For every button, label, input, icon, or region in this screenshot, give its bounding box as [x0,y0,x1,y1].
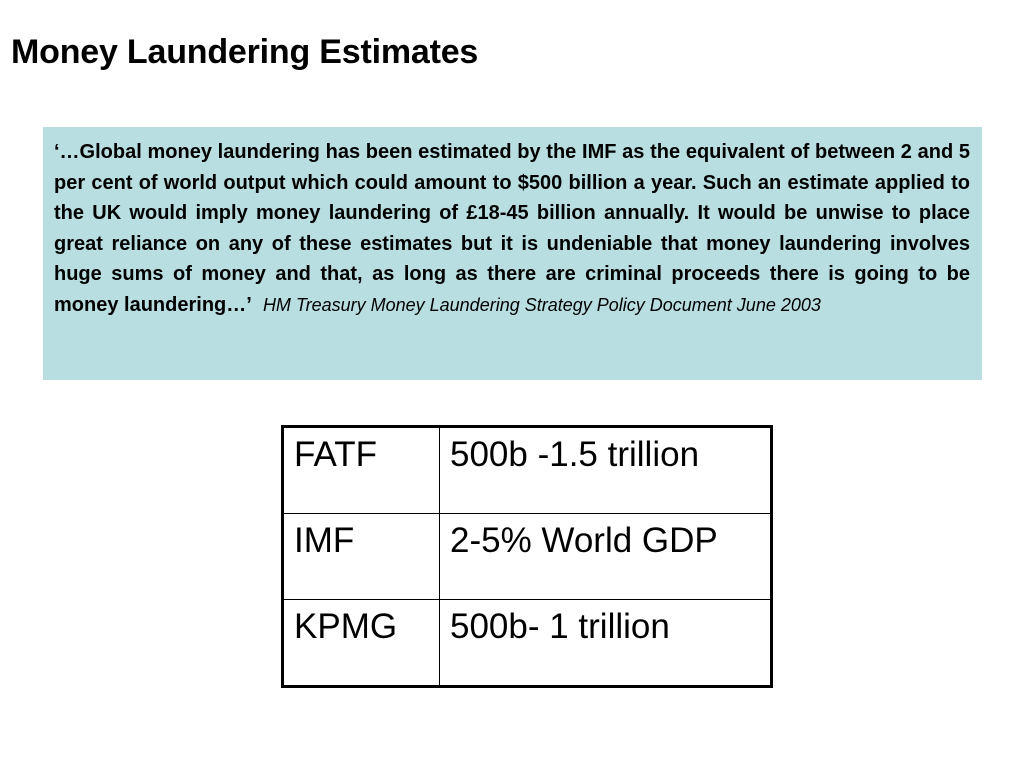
estimate-cell: 500b -1.5 trillion [440,427,772,514]
quote-paragraph [54,137,970,321]
estimate-cell: 2-5% World GDP [440,514,772,600]
organisation-cell: KPMG [283,600,440,687]
organisation-cell: FATF [283,427,440,514]
organisation-cell: IMF [283,514,440,600]
estimate-cell: 500b- 1 trillion [440,600,772,687]
table-row [283,514,772,600]
quote-box [43,127,982,380]
estimates-table [281,425,773,688]
table-row [283,600,772,687]
quote-body: ‘…Global money laundering has been estimated by the IMF as the equivalent of between 2 and 5 per cent of world output which could amount to $500 billion a year. Such an estimate applied to the UK would imply money laundering of £18-45 billion annually. It would be unwise to place great reliance on any of these estimates but it is undeniable that money laundering involves huge sums of money and that, as long as there are criminal proceeds there is going to be money laundering…’ [54,141,970,316]
quote-source: HM Treasury Money Laundering Strategy Policy Document June 2003 [262,294,821,315]
table-row [283,427,772,514]
slide-title: Money Laundering Estimates [11,33,479,71]
